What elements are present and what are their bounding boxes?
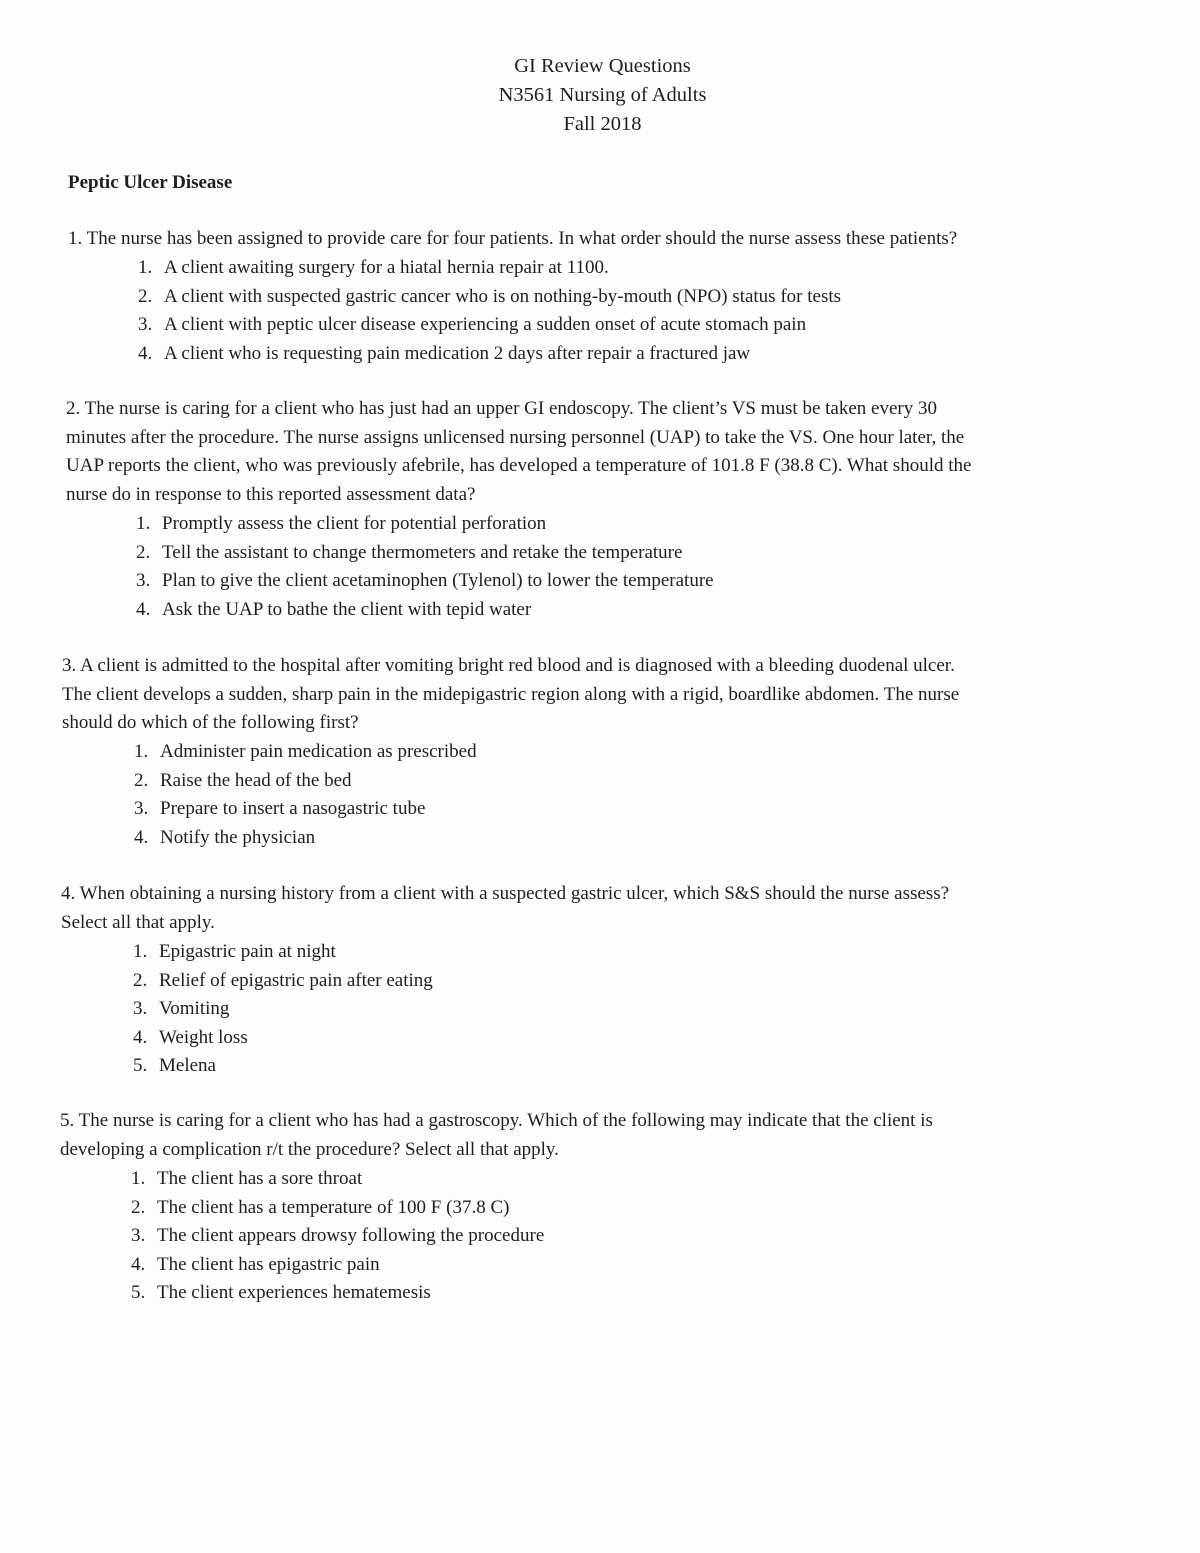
option-item xyxy=(131,1251,544,1280)
option-list xyxy=(134,738,477,852)
option-text: Promptly assess the client for potential perforation xyxy=(162,513,547,534)
option-number: 4. xyxy=(136,598,151,620)
option-number: 3. xyxy=(138,314,153,336)
option-text: Administer pain medication as prescribed xyxy=(160,741,477,762)
stem-line: The client develops a sudden, sharp pain in the midepigastric region along with a rigid, boardlike abdomen. The nurse xyxy=(62,683,960,705)
option-item xyxy=(133,967,433,996)
option-text: Ask the UAP to bathe the client with tepid water xyxy=(162,598,532,620)
option-text: The client has a sore throat xyxy=(157,1168,363,1189)
stem-line: 5. The nurse is caring for a client who has had a gastroscopy. Which of the following may indicate that the client is xyxy=(60,1110,933,1131)
option-text: Tell the assistant to change thermometers and retake the temperature xyxy=(162,541,683,563)
stem-line: should do which of the following first? xyxy=(62,712,359,733)
option-text: The client has epigastric pain xyxy=(157,1253,380,1275)
option-item xyxy=(134,795,477,824)
option-text: A client with peptic ulcer disease experiencing a sudden onset of acute stomach pain xyxy=(164,314,807,336)
question-stem xyxy=(61,880,949,937)
option-item xyxy=(131,1279,544,1308)
option-text: A client with suspected gastric cancer who is on nothing-by-mouth (NPO) status for tests xyxy=(164,285,842,307)
option-number: 1. xyxy=(134,741,149,762)
stem-line: minutes after the procedure. The nurse assigns unlicensed nursing personnel (UAP) to take the VS. One hour later, the xyxy=(66,426,965,448)
stem-line: 2. The nurse is caring for a client who has just had an upper GI endoscopy. The client’s VS must be taken every 30 xyxy=(66,398,937,419)
stem-line: 3. A client is admitted to the hospital after vomiting bright red blood and is diagnosed with a bleeding duodenal ulcer. xyxy=(62,655,955,676)
option-number: 4. xyxy=(133,1026,148,1048)
option-item xyxy=(138,283,841,312)
option-text: A client awaiting surgery for a hiatal hernia repair at 1100. xyxy=(164,257,609,278)
option-item xyxy=(134,824,477,853)
option-item xyxy=(133,995,433,1024)
option-list xyxy=(131,1165,544,1308)
header-term: Fall 2018 xyxy=(563,113,642,135)
option-item xyxy=(133,1052,433,1081)
option-text: Plan to give the client acetaminophen (Tylenol) to lower the temperature xyxy=(162,570,714,592)
option-number: 2. xyxy=(136,541,151,563)
option-number: 3. xyxy=(133,998,148,1020)
option-number: 2. xyxy=(138,285,153,307)
option-text: Vomiting xyxy=(159,998,230,1020)
option-number: 5. xyxy=(133,1055,148,1077)
option-list xyxy=(138,254,841,368)
option-item xyxy=(131,1222,544,1251)
option-number: 1. xyxy=(133,941,148,962)
option-number: 3. xyxy=(134,798,149,820)
option-text: The client appears drowsy following the procedure xyxy=(157,1225,545,1247)
option-item xyxy=(136,539,714,568)
option-item xyxy=(134,767,477,796)
option-item xyxy=(136,510,714,539)
option-number: 3. xyxy=(136,570,151,592)
option-text: Melena xyxy=(159,1055,216,1077)
option-number: 2. xyxy=(133,969,148,991)
option-item xyxy=(136,596,714,625)
question-stem xyxy=(66,395,971,509)
header-title: GI Review Questions xyxy=(514,55,691,77)
option-item xyxy=(134,738,477,767)
option-number: 3. xyxy=(131,1225,146,1247)
option-text: Epigastric pain at night xyxy=(159,941,336,962)
stem-line: developing a complication r/t the procedure? Select all that apply. xyxy=(60,1138,559,1160)
option-number: 1. xyxy=(136,513,151,534)
option-item xyxy=(133,938,433,967)
option-item xyxy=(131,1194,544,1223)
question-stem xyxy=(68,225,957,254)
document-header xyxy=(0,52,1200,139)
section-title: Peptic Ulcer Disease xyxy=(68,172,233,193)
stem-line: 1. The nurse has been assigned to provide care for four patients. In what order should the nurse assess these patients? xyxy=(68,228,958,249)
option-item xyxy=(131,1165,544,1194)
option-number: 1. xyxy=(138,257,153,278)
option-number: 2. xyxy=(131,1196,146,1218)
option-number: 4. xyxy=(131,1253,146,1275)
question-stem xyxy=(60,1107,933,1164)
stem-line: nurse do in response to this reported assessment data? xyxy=(66,483,476,505)
option-text: Notify the physician xyxy=(160,826,316,848)
option-list xyxy=(133,938,433,1081)
option-text: The client experiences hematemesis xyxy=(157,1282,431,1304)
option-number: 5. xyxy=(131,1282,146,1304)
option-text: Relief of epigastric pain after eating xyxy=(159,969,433,991)
header-course: N3561 Nursing of Adults xyxy=(498,84,707,106)
option-text: Raise the head of the bed xyxy=(160,769,352,791)
option-text: Weight loss xyxy=(159,1026,248,1048)
option-number: 4. xyxy=(134,826,149,848)
option-text: Prepare to insert a nasogastric tube xyxy=(160,798,426,820)
stem-line: 4. When obtaining a nursing history from a client with a suspected gastric ulcer, which S&S should the nurse assess? xyxy=(61,883,950,904)
option-item xyxy=(138,311,841,340)
option-number: 2. xyxy=(134,769,149,791)
option-text: A client who is requesting pain medication 2 days after repair a fractured jaw xyxy=(164,342,751,364)
stem-line: Select all that apply. xyxy=(61,911,215,933)
option-text: The client has a temperature of 100 F (37.8 C) xyxy=(157,1196,510,1218)
stem-line: UAP reports the client, who was previously afebrile, has developed a temperature of 101.8 F (38.8 C). What should the xyxy=(66,455,972,476)
option-item xyxy=(133,1024,433,1053)
option-item xyxy=(138,340,841,369)
option-number: 4. xyxy=(138,342,153,364)
option-item xyxy=(136,567,714,596)
question-stem xyxy=(62,652,959,738)
option-list xyxy=(136,510,714,624)
option-item xyxy=(138,254,841,283)
option-number: 1. xyxy=(131,1168,146,1189)
